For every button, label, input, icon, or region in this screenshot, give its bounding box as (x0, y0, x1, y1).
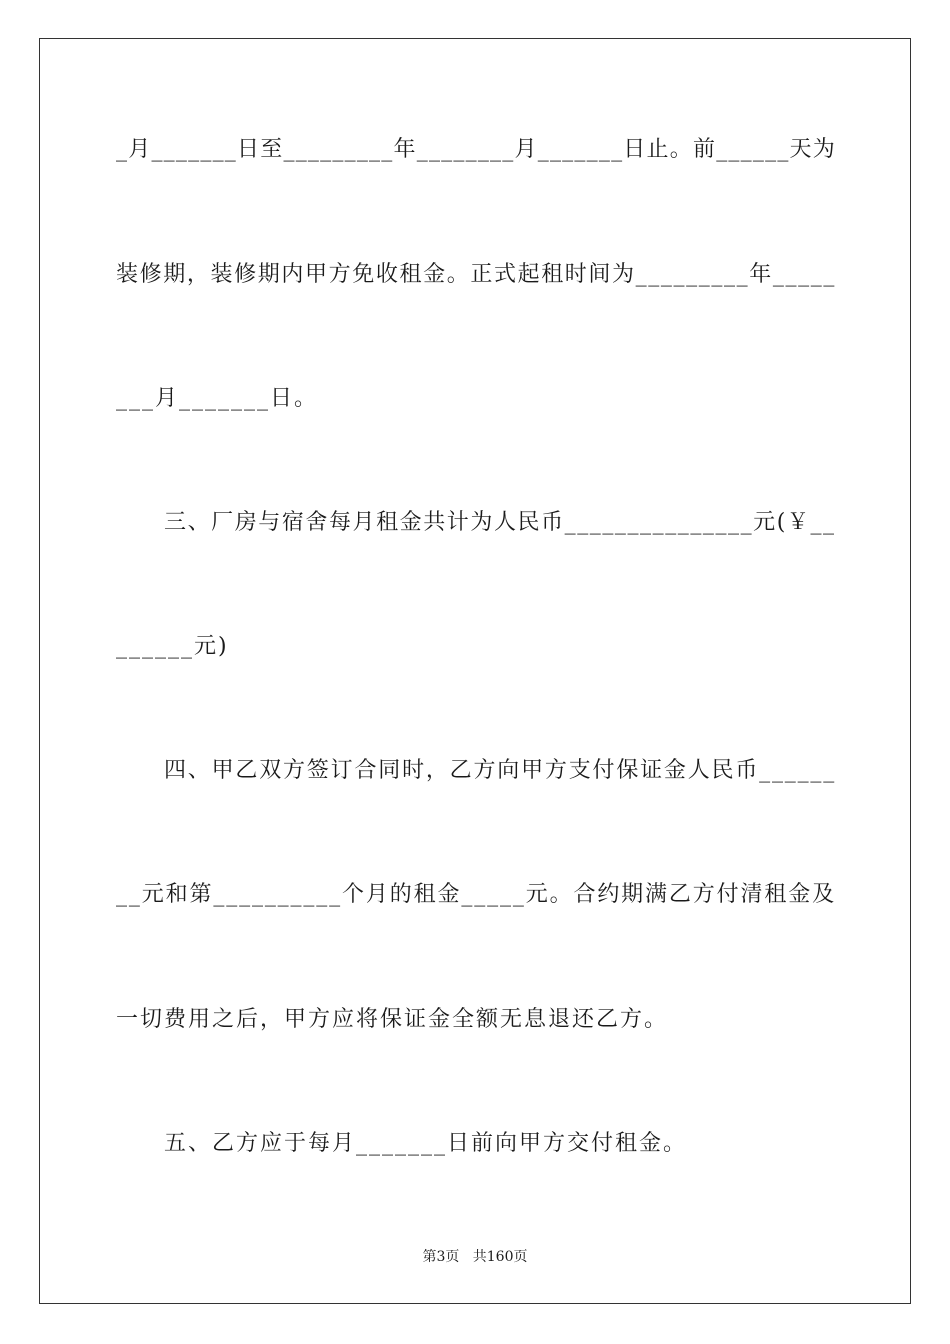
page-footer: 第3页 共160页 (422, 1249, 528, 1265)
clause-4-line-3: 一切费用之后，甲方应将保证金全额无息退还乙方。 (116, 1007, 669, 1032)
clause-3-line-1: 三、厂房与宿舍每月租金共计为人民币_______________元(￥__ (164, 510, 836, 535)
clause-3-line-2: ______元) (116, 634, 229, 659)
text-line-1: _月_______日至_________年________月_______日止。前______天为 (116, 137, 837, 162)
clause-4-line-1: 四、甲乙双方签订合同时，乙方向甲方支付保证金人民币______ (164, 758, 837, 783)
clause-5-line-1: 五、乙方应于每月_______日前向甲方交付租金。 (164, 1131, 688, 1156)
page-border (39, 38, 911, 1304)
text-line-2: 装修期，装修期内甲方免收租金。正式起租时间为_________年_____ (116, 262, 837, 287)
text-line-3: ___月_______日。 (116, 386, 319, 411)
clause-4-line-2: __元和第__________个月的租金_____元。合约期满乙方付清租金及 (116, 882, 837, 907)
